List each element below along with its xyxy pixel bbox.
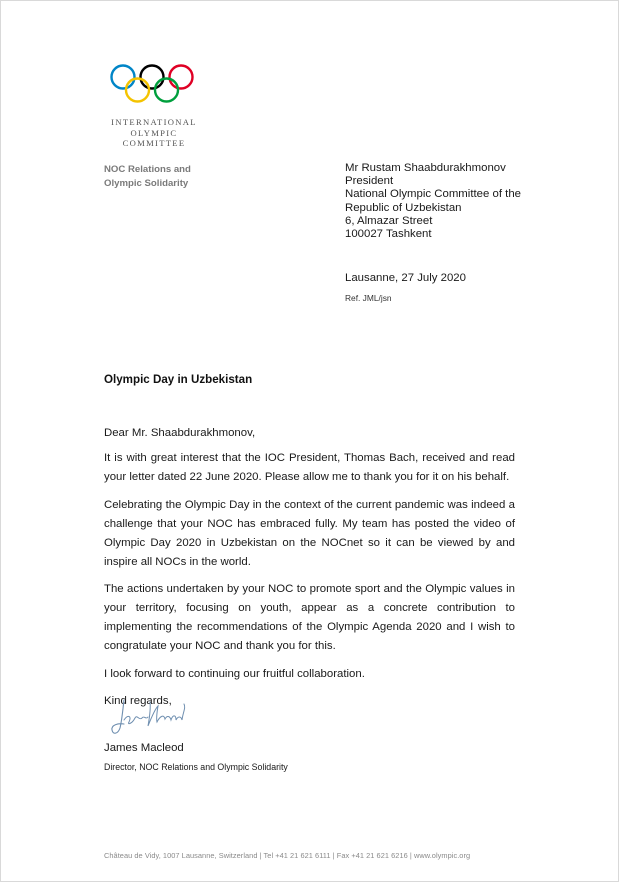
ring-blue [112,66,135,89]
recipient-street: 6, Almazar Street [345,214,433,227]
date-line: Lausanne, 27 July 2020 [345,272,466,284]
recipient-city: 100027 Tashkent [345,228,432,241]
body-paragraph: I look forward to continuing our fruitful collaboration. [104,667,365,680]
recipient-org-line: Republic of Uzbekistan [345,201,462,214]
org-name-line: INTERNATIONAL [111,117,197,127]
salutation: Dear Mr. Shaabdurakhmonov, [104,427,256,439]
handwritten-signature [110,694,190,738]
recipient-address [345,162,521,241]
recipient-title: President [345,175,394,188]
letter-subject: Olympic Day in Uzbekistan [104,373,253,386]
org-name-line: COMMITTEE [122,138,186,148]
recipient-org-line: National Olympic Committee of the [345,188,521,201]
ring-yellow [126,79,149,102]
department-name [104,163,191,190]
signer-name: James Macleod [104,742,184,754]
ring-black [141,66,164,89]
olympic-rings-icon [108,62,196,106]
ioc-logo [104,62,204,149]
ring-green [155,79,178,102]
body-paragraph: The actions undertaken by your NOC to promote sport and the Olympic values in your territory, focusing on youth, appear as a concrete contribution to implementing the recommendations of the Olympic Agenda 2020 and I wish to congratulate your NOC and thank you for this. [104,583,515,652]
letter-footer: Château de Vidy, 1007 Lausanne, Switzerland | Tel +41 21 621 6111 | Fax +41 21 621 6216 | www.olympic.org [104,851,471,860]
body-paragraph: It is with great interest that the IOC President, Thomas Bach, received and read your letter dated 22 June 2020. Please allow me to thank you for it on his behalf. [104,452,515,483]
recipient-name: Mr Rustam Shaabdurakhmonov [345,162,506,174]
body-paragraph: Celebrating the Olympic Day in the context of the current pandemic was indeed a challenge that your NOC has embraced fully. My team has posted the video of Olympic Day 2020 in Uzbekistan on the NOCnet so it can be viewed by and inspire all NOCs in the world. [104,498,515,568]
ring-red [170,66,193,89]
department-line: Olympic Solidarity [104,177,189,189]
letter-body [104,424,515,720]
signer-title: Director, NOC Relations and Olympic Solidarity [104,762,288,772]
org-name-line: OLYMPIC [130,127,178,138]
reference-line: Ref. JML/jsn [345,293,392,303]
closing: Kind regards, [104,695,172,707]
department-line: NOC Relations and [104,164,191,175]
organization-name [104,117,204,149]
